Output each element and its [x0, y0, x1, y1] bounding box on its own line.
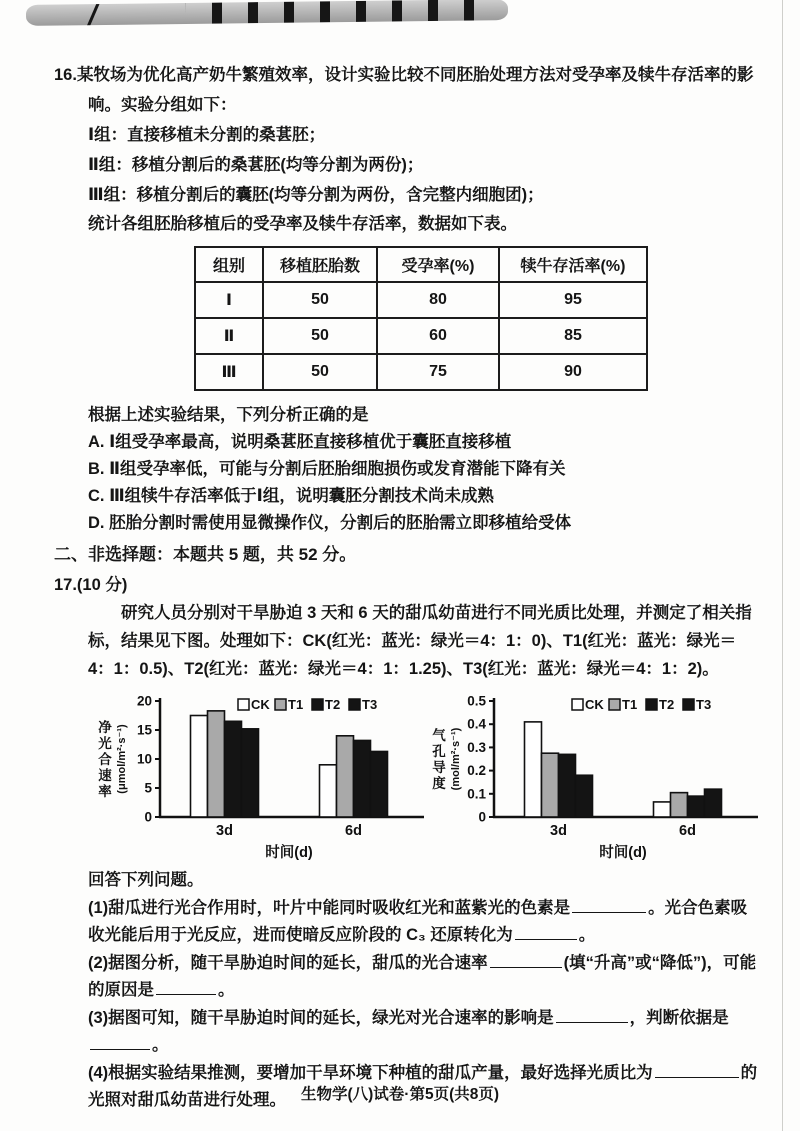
y-axis-unit: (μmol/m²·s⁻¹): [116, 724, 128, 794]
question-16-stem-text: 某牧场为优化高产奶牛繁殖效率，设计实验比较不同胚胎处理方法对受孕率及犊牛存活率的影响。实验分组如下：: [76, 66, 754, 114]
table-cell: Ⅲ: [195, 354, 263, 390]
legend-swatch-T1: [609, 699, 620, 710]
table-header-row: [195, 247, 647, 282]
bar-T2-3d: [559, 754, 576, 817]
group-line: Ⅱ组：移植分割后的桑葚胚(均等分割为两份)；: [88, 156, 424, 174]
y-tick-label: 0: [144, 809, 152, 825]
question-16-stem: [54, 60, 760, 120]
legend-swatch-T3: [349, 699, 360, 710]
legend-label-T1: T1: [622, 697, 638, 712]
x-tick-label: 6d: [679, 823, 696, 839]
bar-T3-6d: [371, 751, 388, 817]
scan-edge-line: [782, 0, 783, 1131]
stomatal-conductance-chart: [426, 691, 760, 861]
y-tick-label: 0: [478, 809, 486, 825]
sub-question-1: (1)甜瓜进行光合作用时，叶片中能同时吸收红光和蓝紫光的色素是 。光合色素吸收光能后用于光反应，进而使暗反应阶段的 C₃ 还原转化为 。: [88, 898, 748, 944]
answer-blank: [490, 953, 562, 968]
y-axis-label: 合: [98, 752, 112, 767]
option-c: C. Ⅲ组犊牛存活率低于Ⅰ组，说明囊胚分割技术尚未成熟: [88, 487, 494, 505]
table-cell: 95: [499, 282, 647, 318]
bar-T2-6d: [354, 740, 371, 817]
option-b: B. Ⅱ组受孕率低，可能与分割后胚胎细胞损伤或发育潜能下降有关: [88, 460, 566, 478]
legend-label-T1: T1: [288, 697, 304, 712]
x-tick-label: 3d: [216, 823, 233, 839]
page-content: [54, 60, 760, 1115]
table-cell: 75: [377, 354, 499, 390]
legend-label-T3: T3: [696, 697, 712, 712]
y-axis-label: 导: [432, 760, 446, 775]
y-axis-label: 率: [98, 784, 112, 799]
y-tick-label: 5: [144, 780, 152, 796]
y-axis-label: 孔: [432, 744, 446, 759]
y-axis-label: 净: [98, 720, 112, 735]
legend-swatch-CK: [572, 699, 583, 710]
table-intro: 统计各组胚胎移植后的受孕率及犊牛存活率，数据如下表。: [88, 215, 517, 233]
answer-blank: [572, 898, 646, 913]
sub-question-2: (2)据图分析，随干旱胁迫时间的延长，甜瓜的光合速率 (填“升高”或“降低”)，可能的原因是 。: [88, 953, 757, 999]
legend-label-CK: CK: [585, 697, 604, 712]
y-tick-label: 15: [136, 722, 152, 738]
bar-T1-6d: [671, 793, 688, 817]
y-tick-label: 0.4: [467, 716, 486, 732]
table-header-cell: 犊牛存活率(%): [499, 247, 647, 282]
table-row: [195, 282, 647, 318]
x-tick-label: 3d: [550, 823, 567, 839]
y-tick-label: 0.2: [467, 763, 486, 779]
table-cell: 85: [499, 318, 647, 354]
bar-T1-3d: [542, 753, 559, 817]
group-line: Ⅲ组：移植分割后的囊胚(均等分割为两份，含完整内细胞团)；: [88, 186, 544, 204]
table-cell: Ⅰ: [195, 282, 263, 318]
answer-blank: [156, 980, 216, 995]
x-axis-label: 时间(d): [265, 845, 313, 861]
question-16-prompt: 根据上述实验结果，下列分析正确的是: [88, 406, 369, 424]
answer-blank: [90, 1035, 150, 1050]
option-a: A. Ⅰ组受孕率最高，说明桑葚胚直接移植优于囊胚直接移植: [88, 433, 512, 451]
table-cell: 90: [499, 354, 647, 390]
y-tick-label: 10: [136, 751, 152, 767]
bar-T3-6d: [705, 789, 722, 817]
y-tick-label: 0.5: [467, 693, 486, 709]
question-17-subquestions: [54, 867, 760, 1115]
table-cell: 60: [377, 318, 499, 354]
bar-CK-3d: [525, 722, 542, 817]
y-axis-label: 速: [98, 768, 112, 783]
table-cell: 50: [263, 282, 377, 318]
charts-row: [92, 691, 760, 861]
y-tick-label: 20: [136, 693, 152, 709]
q16-data-table: [194, 246, 648, 391]
option-d: D. 胚胎分割时需使用显微操作仪，分割后的胚胎需立即移植给受体: [88, 514, 572, 532]
table-header-cell: 受孕率(%): [377, 247, 499, 282]
legend-swatch-T2: [312, 699, 323, 710]
page-footer: 生物学(八)试卷·第5页(共8页): [300, 1086, 500, 1103]
question-16-number: 16.: [54, 66, 77, 84]
question-16: [54, 60, 760, 537]
x-tick-label: 6d: [345, 823, 362, 839]
bar-T1-3d: [208, 711, 225, 817]
table-row: [195, 318, 647, 354]
sub-question-3: (3)据图可知，随干旱胁迫时间的延长，绿光对光合速率的影响是 ，判断依据是。: [88, 1008, 729, 1054]
y-axis-label: 气: [432, 728, 446, 743]
answer-intro: 回答下列问题。: [88, 871, 204, 889]
binding-slash-mark: [86, 0, 101, 26]
answer-blank: [515, 925, 577, 940]
y-axis-label: 光: [98, 736, 112, 751]
legend-label-T2: T2: [325, 697, 341, 712]
y-tick-label: 0.1: [467, 786, 486, 802]
question-17-number: 17.(10 分): [54, 576, 128, 594]
legend-swatch-CK: [238, 699, 249, 710]
y-axis-label: 度: [432, 776, 446, 791]
binding-stripes: [186, 0, 490, 24]
bar-T3-3d: [242, 729, 259, 817]
table-cell: 80: [377, 282, 499, 318]
bar-T2-6d: [688, 796, 705, 817]
bar-T1-6d: [337, 736, 354, 817]
table-header-cell: 移植胚胎数: [263, 247, 377, 282]
scan-binding-artifact: [26, 0, 508, 26]
table-cell: 50: [263, 318, 377, 354]
bar-T3-3d: [576, 775, 593, 817]
bar-CK-3d: [191, 716, 208, 818]
bar-T2-3d: [225, 721, 242, 817]
group-line: Ⅰ组：直接移植未分割的桑葚胚；: [88, 126, 326, 144]
y-tick-label: 0.3: [467, 739, 486, 755]
legend-label-T3: T3: [362, 697, 378, 712]
table-cell: 50: [263, 354, 377, 390]
table-cell: Ⅱ: [195, 318, 263, 354]
x-axis-label: 时间(d): [599, 845, 647, 861]
answer-blank: [556, 1008, 628, 1023]
table-row: [195, 354, 647, 390]
answer-blank: [655, 1063, 739, 1078]
bar-CK-6d: [320, 765, 337, 817]
question-16-options: [54, 429, 760, 537]
section-2-heading: 二、非选择题：本题共 5 题，共 52 分。: [54, 545, 357, 564]
bar-CK-6d: [654, 802, 671, 817]
question-17: [54, 571, 760, 1115]
legend-swatch-T2: [646, 699, 657, 710]
table-header-cell: 组别: [195, 247, 263, 282]
legend-swatch-T1: [275, 699, 286, 710]
net-photosynthesis-rate-chart: [92, 691, 426, 861]
legend-label-T2: T2: [659, 697, 675, 712]
legend-swatch-T3: [683, 699, 694, 710]
y-axis-unit: (mol/m²·s⁻¹): [450, 727, 462, 791]
legend-label-CK: CK: [251, 697, 270, 712]
question-17-intro: 研究人员分别对干旱胁迫 3 天和 6 天的甜瓜幼苗进行不同光质比处理，并测定了相关指标，结果见下图。处理如下：CK(红光：蓝光：绿光＝4：1：0)、T1(红光：蓝光：绿光＝4：1：0.5)、T2(红光：蓝光：绿光＝4：1：1.25)、T3(红光：蓝光：绿光＝4：1：2)。: [88, 604, 752, 678]
question-16-groups: [54, 120, 760, 210]
sub-question-4: (4)根据实验结果推测，要增加干旱环境下种植的甜瓜产量，最好选择光质比为 的光照对甜瓜幼苗进行处理。: [88, 1063, 758, 1109]
